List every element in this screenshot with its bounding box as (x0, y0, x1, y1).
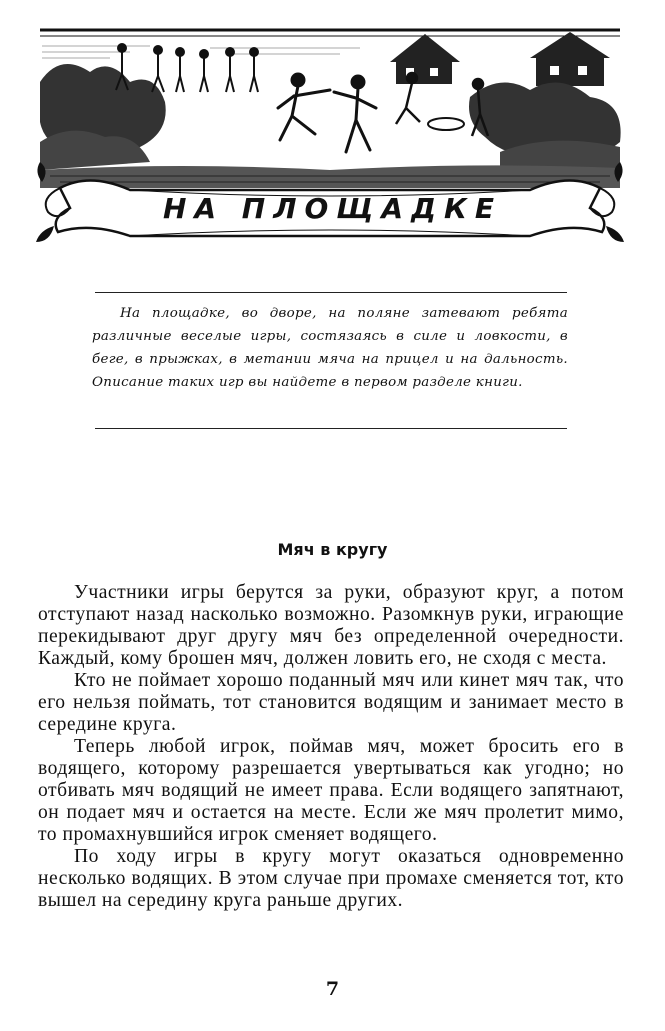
intro-bottom-rule (95, 428, 567, 429)
section-body (38, 582, 624, 912)
paragraph-2: Кто не поймает хорошо поданный мяч или кинет мяч так, что его нельзя поймать, тот становится водящим и занимает место в середине круга. (38, 670, 624, 735)
intro-paragraph (92, 302, 568, 394)
section-title: Мяч в кругу (277, 540, 388, 559)
paragraph-4: По ходу игры в кругу могут оказаться одновременно несколько водящих. В этом случае при промахе сменяется тот, кто вышел на середину круга раньше других. (38, 846, 624, 911)
intro-top-rule (95, 292, 567, 293)
intro-text: На площадке, во дворе, на поляне затевают ребята различные веселые игры, состязаясь в силе и ловкости, в беге, в прыжках, в метании мяча на прицел и на дальность. Описание таких игр вы найдете в первом разделе книги. (92, 306, 568, 390)
page-number: 7 (325, 978, 340, 1000)
chapter-title: НА ПЛОЩАДКЕ (162, 192, 503, 225)
paragraph-3: Теперь любой игрок, поймав мяч, может бросить его в водящего, которому разрешается увертываться как угодно; но отбивать мяч водящий не имеет права. Если водящего запятнают, он подает мяч и остается на месте. Если же мяч пролетит мимо, то промахнувшийся игрок сменяет водящего. (38, 736, 624, 845)
paragraph-1: Участники игры берутся за руки, образуют круг, а потом отступают назад насколько возможно. Разомкнув руки, играющие перекидывают друг другу мяч без определенной очередности. Каждый, кому брошен мяч, должен ловить его, не сходя с места. (38, 582, 624, 669)
